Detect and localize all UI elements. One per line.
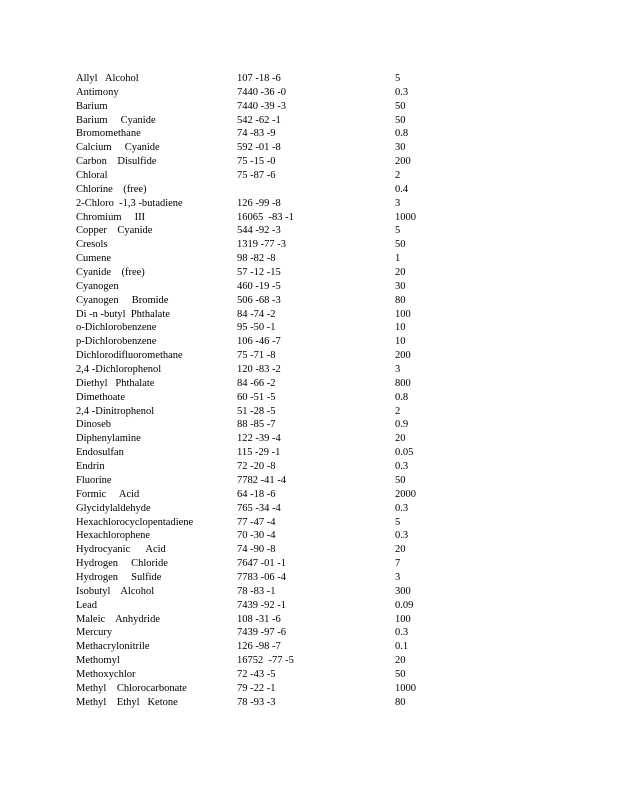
limit-value: 100 <box>395 613 411 625</box>
chemical-name: Barium Cyanide <box>76 114 156 126</box>
cas-number: 78 -83 -1 <box>237 585 276 597</box>
cas-number: 74 -90 -8 <box>237 544 276 556</box>
cas-number: 544 -92 -3 <box>237 225 281 237</box>
limit-value: 30 <box>395 142 406 154</box>
limit-value: 50 <box>395 474 406 486</box>
chemical-name: Hexachlorophene <box>76 530 151 542</box>
limit-value: 0.3 <box>395 86 409 98</box>
chemical-name: Antimony <box>76 86 119 98</box>
cas-number: 126 -98 -7 <box>237 641 281 653</box>
cas-number: 84 -74 -2 <box>237 308 276 320</box>
chemical-name: Chromium III <box>76 211 146 223</box>
chemical-name: Maleic Anhydride <box>76 613 160 625</box>
chemical-name: 2-Chloro -1,3 -butadiene <box>76 197 183 209</box>
cas-number: 765 -34 -4 <box>237 502 281 514</box>
limit-value: 30 <box>395 280 406 292</box>
chemical-name: p-Dichlorobenzene <box>76 336 157 348</box>
chemical-name: Mercury <box>76 627 113 639</box>
limit-value: 100 <box>395 308 411 320</box>
limit-value: 5 <box>395 516 401 528</box>
chemical-name: Endosulfan <box>76 447 124 459</box>
cas-number: 75 -15 -0 <box>237 156 276 168</box>
limit-value: 0.3 <box>395 627 409 639</box>
cas-number: 16752 -77 -5 <box>237 655 294 667</box>
cas-number: 122 -39 -4 <box>237 433 281 445</box>
chemical-name: Cyanide (free) <box>76 267 145 279</box>
chemical-name: Methoxychlor <box>76 668 136 680</box>
cas-number: 70 -30 -4 <box>237 530 276 542</box>
limit-value: 0.1 <box>395 641 409 653</box>
limit-value: 1000 <box>395 211 416 223</box>
chemical-name: Cumene <box>76 253 111 265</box>
chemical-name: Methomyl <box>76 655 120 667</box>
limit-value: 2 <box>395 170 401 182</box>
limit-value: 0.05 <box>395 447 414 459</box>
chemical-name: 2,4 -Dichlorophenol <box>76 364 162 376</box>
cas-number: 460 -19 -5 <box>237 280 281 292</box>
chemical-name: Hydrogen Chloride <box>76 558 168 570</box>
chemical-name: Fluorine <box>76 474 112 486</box>
limit-value: 5 <box>395 225 401 237</box>
cas-number: 79 -22 -1 <box>237 682 276 694</box>
limit-value: 3 <box>395 364 401 376</box>
cas-number: 120 -83 -2 <box>237 364 281 376</box>
chemical-name: Methyl Ethyl Ketone <box>76 696 178 708</box>
limit-value: 0.8 <box>395 128 409 140</box>
cas-number: 72 -20 -8 <box>237 461 276 473</box>
limit-value: 80 <box>395 696 406 708</box>
limit-value: 80 <box>395 294 406 306</box>
limit-value: 300 <box>395 585 411 597</box>
cas-number: 7439 -92 -1 <box>237 599 286 611</box>
cas-number: 95 -50 -1 <box>237 322 276 334</box>
chemical-name: Isobutyl Alcohol <box>76 585 155 597</box>
chemical-name: Cyanogen Bromide <box>76 294 169 306</box>
limit-value: 3 <box>395 571 401 583</box>
chemical-name: Diphenylamine <box>76 433 141 445</box>
chemical-name: Hydrogen Sulfide <box>76 571 162 583</box>
chemical-name: Di -n -butyl Phthalate <box>76 308 170 320</box>
chemical-name: Allyl Alcohol <box>76 73 139 84</box>
limit-value: 0.3 <box>395 461 409 473</box>
chemical-name: Cyanogen <box>76 280 119 292</box>
limit-value: 20 <box>395 267 406 279</box>
limit-value: 50 <box>395 100 406 112</box>
cas-number: 77 -47 -4 <box>237 516 276 528</box>
cas-number: 7783 -06 -4 <box>237 571 286 583</box>
chemical-name: Dichlorodifluoromethane <box>76 350 183 362</box>
limit-value: 5 <box>395 73 401 84</box>
chemical-name: Copper Cyanide <box>76 225 153 237</box>
chemical-name: Formic Acid <box>76 488 140 500</box>
cas-number: 64 -18 -6 <box>237 488 276 500</box>
limit-value: 10 <box>395 336 406 348</box>
chemical-name: Hydrocyanic Acid <box>76 544 166 556</box>
cas-number: 72 -43 -5 <box>237 668 276 680</box>
limit-value: 50 <box>395 114 406 126</box>
limit-value: 0.3 <box>395 530 409 542</box>
cas-number: 98 -82 -8 <box>237 253 276 265</box>
limit-value: 20 <box>395 433 406 445</box>
cas-number: 542 -62 -1 <box>237 114 281 126</box>
chemical-name: Dimethoate <box>76 391 125 403</box>
cas-number: 51 -28 -5 <box>237 405 276 417</box>
cas-number: 75 -71 -8 <box>237 350 276 362</box>
cas-number: 115 -29 -1 <box>237 447 281 459</box>
limit-value: 0.9 <box>395 419 409 431</box>
limit-value: 10 <box>395 322 406 334</box>
limit-value: 2000 <box>395 488 416 500</box>
cas-number: 7782 -41 -4 <box>237 474 286 486</box>
cas-number: 88 -85 -7 <box>237 419 276 431</box>
cas-number: 75 -87 -6 <box>237 170 276 182</box>
limit-value: 0.4 <box>395 183 409 195</box>
chemical-name: Lead <box>76 599 97 611</box>
cas-number: 108 -31 -6 <box>237 613 281 625</box>
limit-value: 50 <box>395 239 406 251</box>
cas-number: 78 -93 -3 <box>237 696 276 708</box>
cas-number: 57 -12 -15 <box>237 267 281 279</box>
cas-number: 506 -68 -3 <box>237 294 281 306</box>
chemical-name: o-Dichlorobenzene <box>76 322 157 334</box>
cas-number: 106 -46 -7 <box>237 336 281 348</box>
chemical-name: Methacrylonitrile <box>76 641 150 653</box>
chemical-name: 2,4 -Dinitrophenol <box>76 405 155 417</box>
cas-number: 84 -66 -2 <box>237 377 276 389</box>
chemical-name: Diethyl Phthalate <box>76 377 155 389</box>
limit-value: 0.3 <box>395 502 409 514</box>
chemical-name: Barium <box>76 100 108 112</box>
chemical-name: Chlorine (free) <box>76 183 147 195</box>
chemical-name: Calcium Cyanide <box>76 142 160 154</box>
chemical-name: Endrin <box>76 461 105 473</box>
cas-number: 7440 -36 -0 <box>237 86 286 98</box>
chemical-name: Bromomethane <box>76 128 141 140</box>
limit-value: 0.09 <box>395 599 414 611</box>
limit-value: 7 <box>395 558 401 570</box>
limit-value: 3 <box>395 197 401 209</box>
limit-value: 200 <box>395 156 411 168</box>
chemical-name: Dinoseb <box>76 419 111 431</box>
limit-value: 20 <box>395 544 406 556</box>
limit-value: 50 <box>395 668 406 680</box>
limit-value: 0.8 <box>395 391 409 403</box>
limit-value: 1 <box>395 253 401 265</box>
cas-number: 107 -18 -6 <box>237 73 281 84</box>
chemical-name: Cresols <box>76 239 108 251</box>
limit-value: 1000 <box>395 682 416 694</box>
cas-number: 1319 -77 -3 <box>237 239 286 251</box>
cas-number: 7440 -39 -3 <box>237 100 286 112</box>
cas-number: 126 -99 -8 <box>237 197 281 209</box>
cas-number: 16065 -83 -1 <box>237 211 294 223</box>
cas-number: 60 -51 -5 <box>237 391 276 403</box>
limit-value: 20 <box>395 655 406 667</box>
cas-number: 7647 -01 -1 <box>237 558 286 570</box>
cas-number: 74 -83 -9 <box>237 128 276 140</box>
limit-value: 200 <box>395 350 411 362</box>
cas-number: 592 -01 -8 <box>237 142 281 154</box>
chemical-name: Glycidylaldehyde <box>76 502 151 514</box>
chemical-name: Carbon Disulfide <box>76 156 157 168</box>
cas-number: 7439 -97 -6 <box>237 627 286 639</box>
chemical-name: Methyl Chlorocarbonate <box>76 682 187 694</box>
chemical-name: Chloral <box>76 170 108 182</box>
limit-value: 800 <box>395 377 411 389</box>
limit-value: 2 <box>395 405 401 417</box>
chemical-name: Hexachlorocyclopentadiene <box>76 516 194 528</box>
